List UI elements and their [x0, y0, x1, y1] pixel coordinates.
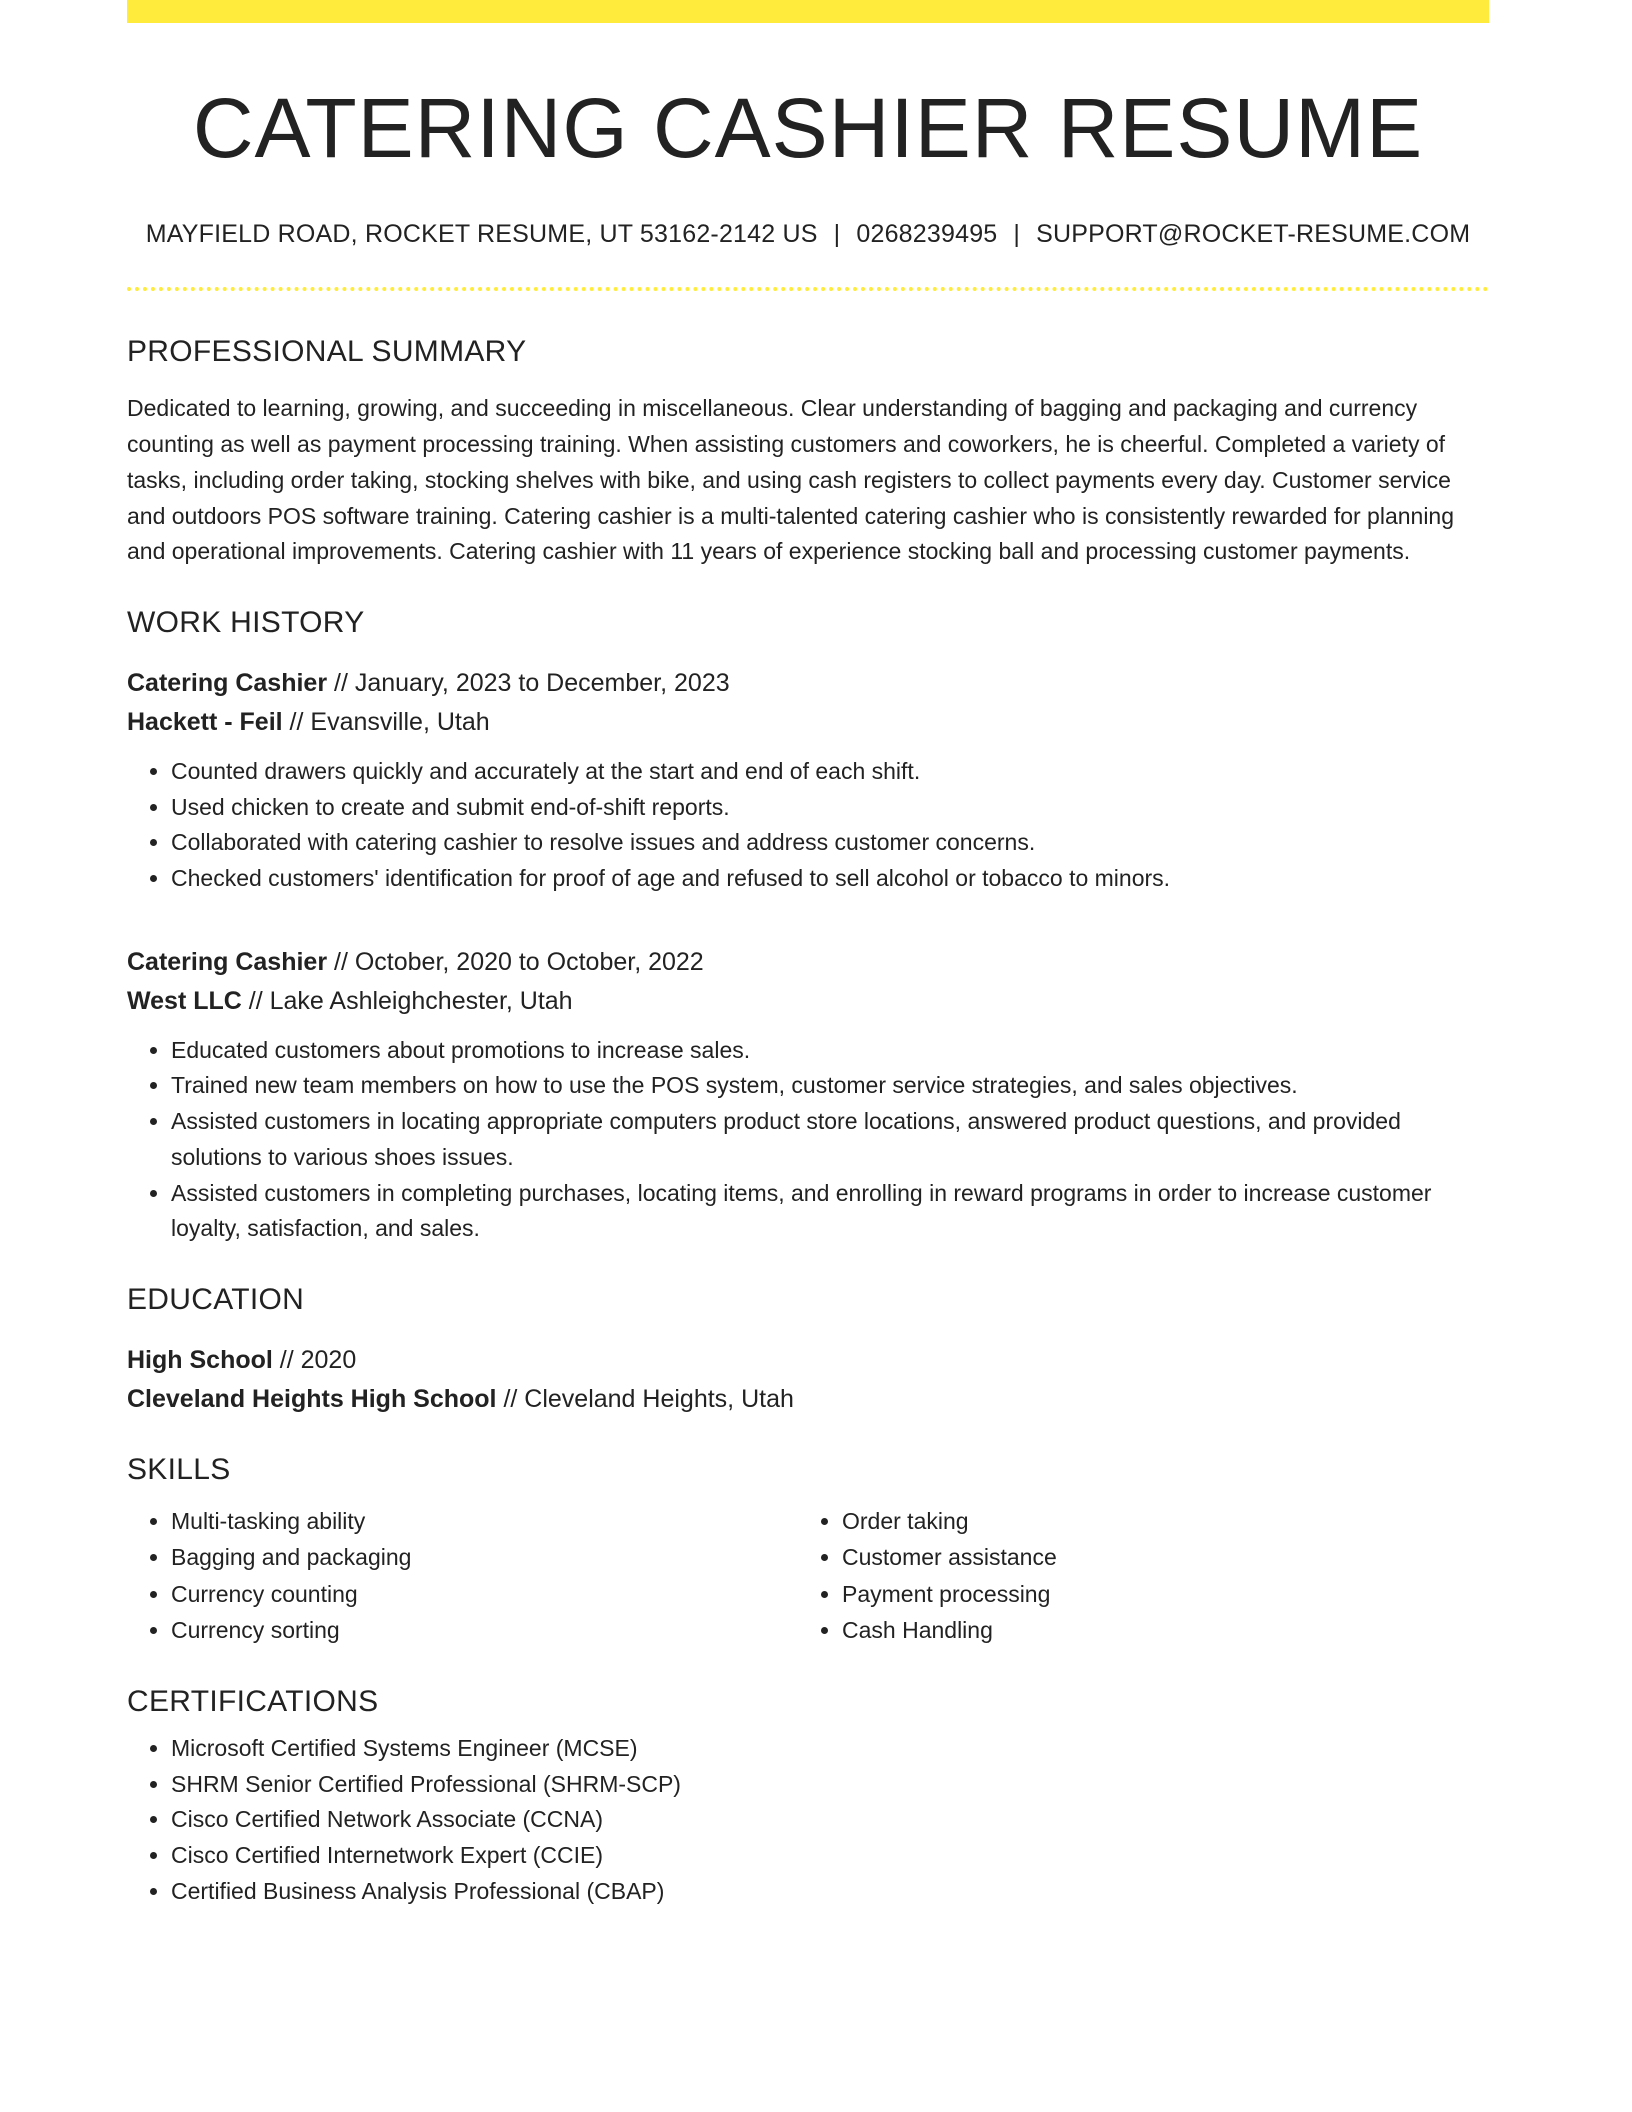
top-accent-bar — [127, 0, 1489, 23]
skill-item: • Order taking — [842, 1503, 1469, 1540]
contact-separator: | — [1013, 220, 1021, 249]
job-bullet: • Collaborated with catering cashier to resolve issues and address customer concerns. — [171, 825, 1489, 861]
job-company-line — [127, 982, 1489, 1021]
job-dates: // January, 2023 to December, 2023 — [327, 668, 730, 697]
summary-text: Dedicated to learning, growing, and succeeding in miscellaneous. Clear understanding of bagging and packaging and currency counting as well as payment processing training. When assisting customers and coworkers, he is cheerful. Completed a variety of tasks, including order taking, stocking shelves with bike, and using cash registers to collect payments every day. Customer service and outdoors POS software training. Catering cashier is a multi-talented catering cashier who is consistently rewarded for planning and operational improvements. Catering cashier with 11 years of experience stocking ball and processing customer payments. — [127, 395, 1455, 565]
job-company: West LLC — [127, 986, 242, 1015]
skill-item: • Currency counting — [171, 1576, 798, 1613]
certification-item: • Cisco Certified Internetwork Expert (CCIE) — [171, 1838, 1489, 1874]
education-entry — [127, 1341, 1489, 1419]
job-title-line — [127, 664, 1489, 703]
education-degree-line — [127, 1341, 1489, 1380]
job-bullet: • Checked customers' identification for proof of age and refused to sell alcohol or tobacco to minors. — [171, 861, 1489, 897]
skills-list-left — [127, 1503, 798, 1649]
job-entry — [127, 664, 1489, 897]
skill-item: • Payment processing — [842, 1576, 1469, 1613]
education-location: // Cleveland Heights, Utah — [496, 1384, 794, 1413]
contact-line — [127, 220, 1489, 249]
job-title: Catering Cashier — [127, 947, 328, 976]
section-heading-certifications: CERTIFICATIONS — [127, 1684, 379, 1718]
education-year: // 2020 — [272, 1345, 357, 1374]
job-dates: // October, 2020 to October, 2022 — [327, 947, 704, 976]
section-heading-summary: PROFESSIONAL SUMMARY — [127, 335, 527, 369]
section-heading-education: EDUCATION — [127, 1282, 305, 1316]
skill-item: • Customer assistance — [842, 1539, 1469, 1576]
section-heading-skills: SKILLS — [127, 1452, 231, 1486]
job-company-line — [127, 703, 1489, 742]
job-bullet: • Assisted customers in locating appropriate computers product store locations, answered product questions, and provided solutions to various shoes issues. — [171, 1104, 1489, 1175]
certification-item: • Certified Business Analysis Professional (CBAP) — [171, 1874, 1489, 1910]
job-title-line — [127, 943, 1489, 982]
certifications-list — [127, 1731, 1489, 1910]
education-school-line — [127, 1380, 1489, 1419]
skill-item: • Bagging and packaging — [171, 1539, 798, 1576]
job-bullet: • Educated customers about promotions to increase sales. — [171, 1033, 1489, 1069]
skill-item: • Currency sorting — [171, 1612, 798, 1649]
job-entry — [127, 943, 1489, 1247]
job-location: // Lake Ashleighchester, Utah — [241, 986, 573, 1015]
job-bullets — [127, 754, 1489, 897]
job-company: Hackett - Feil — [127, 707, 283, 736]
education-school: Cleveland Heights High School — [127, 1384, 497, 1413]
resume-page — [127, 0, 1489, 1909]
job-bullet: • Assisted customers in completing purchases, locating items, and enrolling in reward programs in order to increase customer loyalty, satisfaction, and sales. — [171, 1176, 1489, 1247]
resume-title: CATERING CASHIER RESUME — [192, 81, 1424, 175]
contact-separator: | — [833, 220, 841, 249]
contact-email: SUPPORT@ROCKET-RESUME.COM — [1036, 220, 1471, 249]
skills-list-right — [798, 1503, 1469, 1649]
job-bullet: • Trained new team members on how to use the POS system, customer service strategies, and sales objectives. — [171, 1068, 1489, 1104]
job-location: // Evansville, Utah — [282, 707, 490, 736]
job-bullets — [127, 1033, 1489, 1247]
job-bullet: • Used chicken to create and submit end-of-shift reports. — [171, 790, 1489, 826]
certification-item: • Cisco Certified Network Associate (CCNA) — [171, 1802, 1489, 1838]
skills-columns — [127, 1503, 1489, 1649]
job-title: Catering Cashier — [127, 668, 328, 697]
skill-item: • Multi-tasking ability — [171, 1503, 798, 1540]
job-bullet: • Counted drawers quickly and accurately at the start and end of each shift. — [171, 754, 1489, 790]
contact-address: MAYFIELD ROAD, ROCKET RESUME, UT 53162-2142 US — [145, 220, 818, 249]
skill-item: • Cash Handling — [842, 1612, 1469, 1649]
section-heading-work-history: WORK HISTORY — [127, 605, 365, 639]
education-degree: High School — [127, 1345, 273, 1374]
contact-phone: 0268239495 — [856, 220, 998, 249]
certification-item: • Microsoft Certified Systems Engineer (MCSE) — [171, 1731, 1489, 1767]
header-divider — [127, 287, 1489, 291]
certification-item: • SHRM Senior Certified Professional (SHRM-SCP) — [171, 1767, 1489, 1803]
